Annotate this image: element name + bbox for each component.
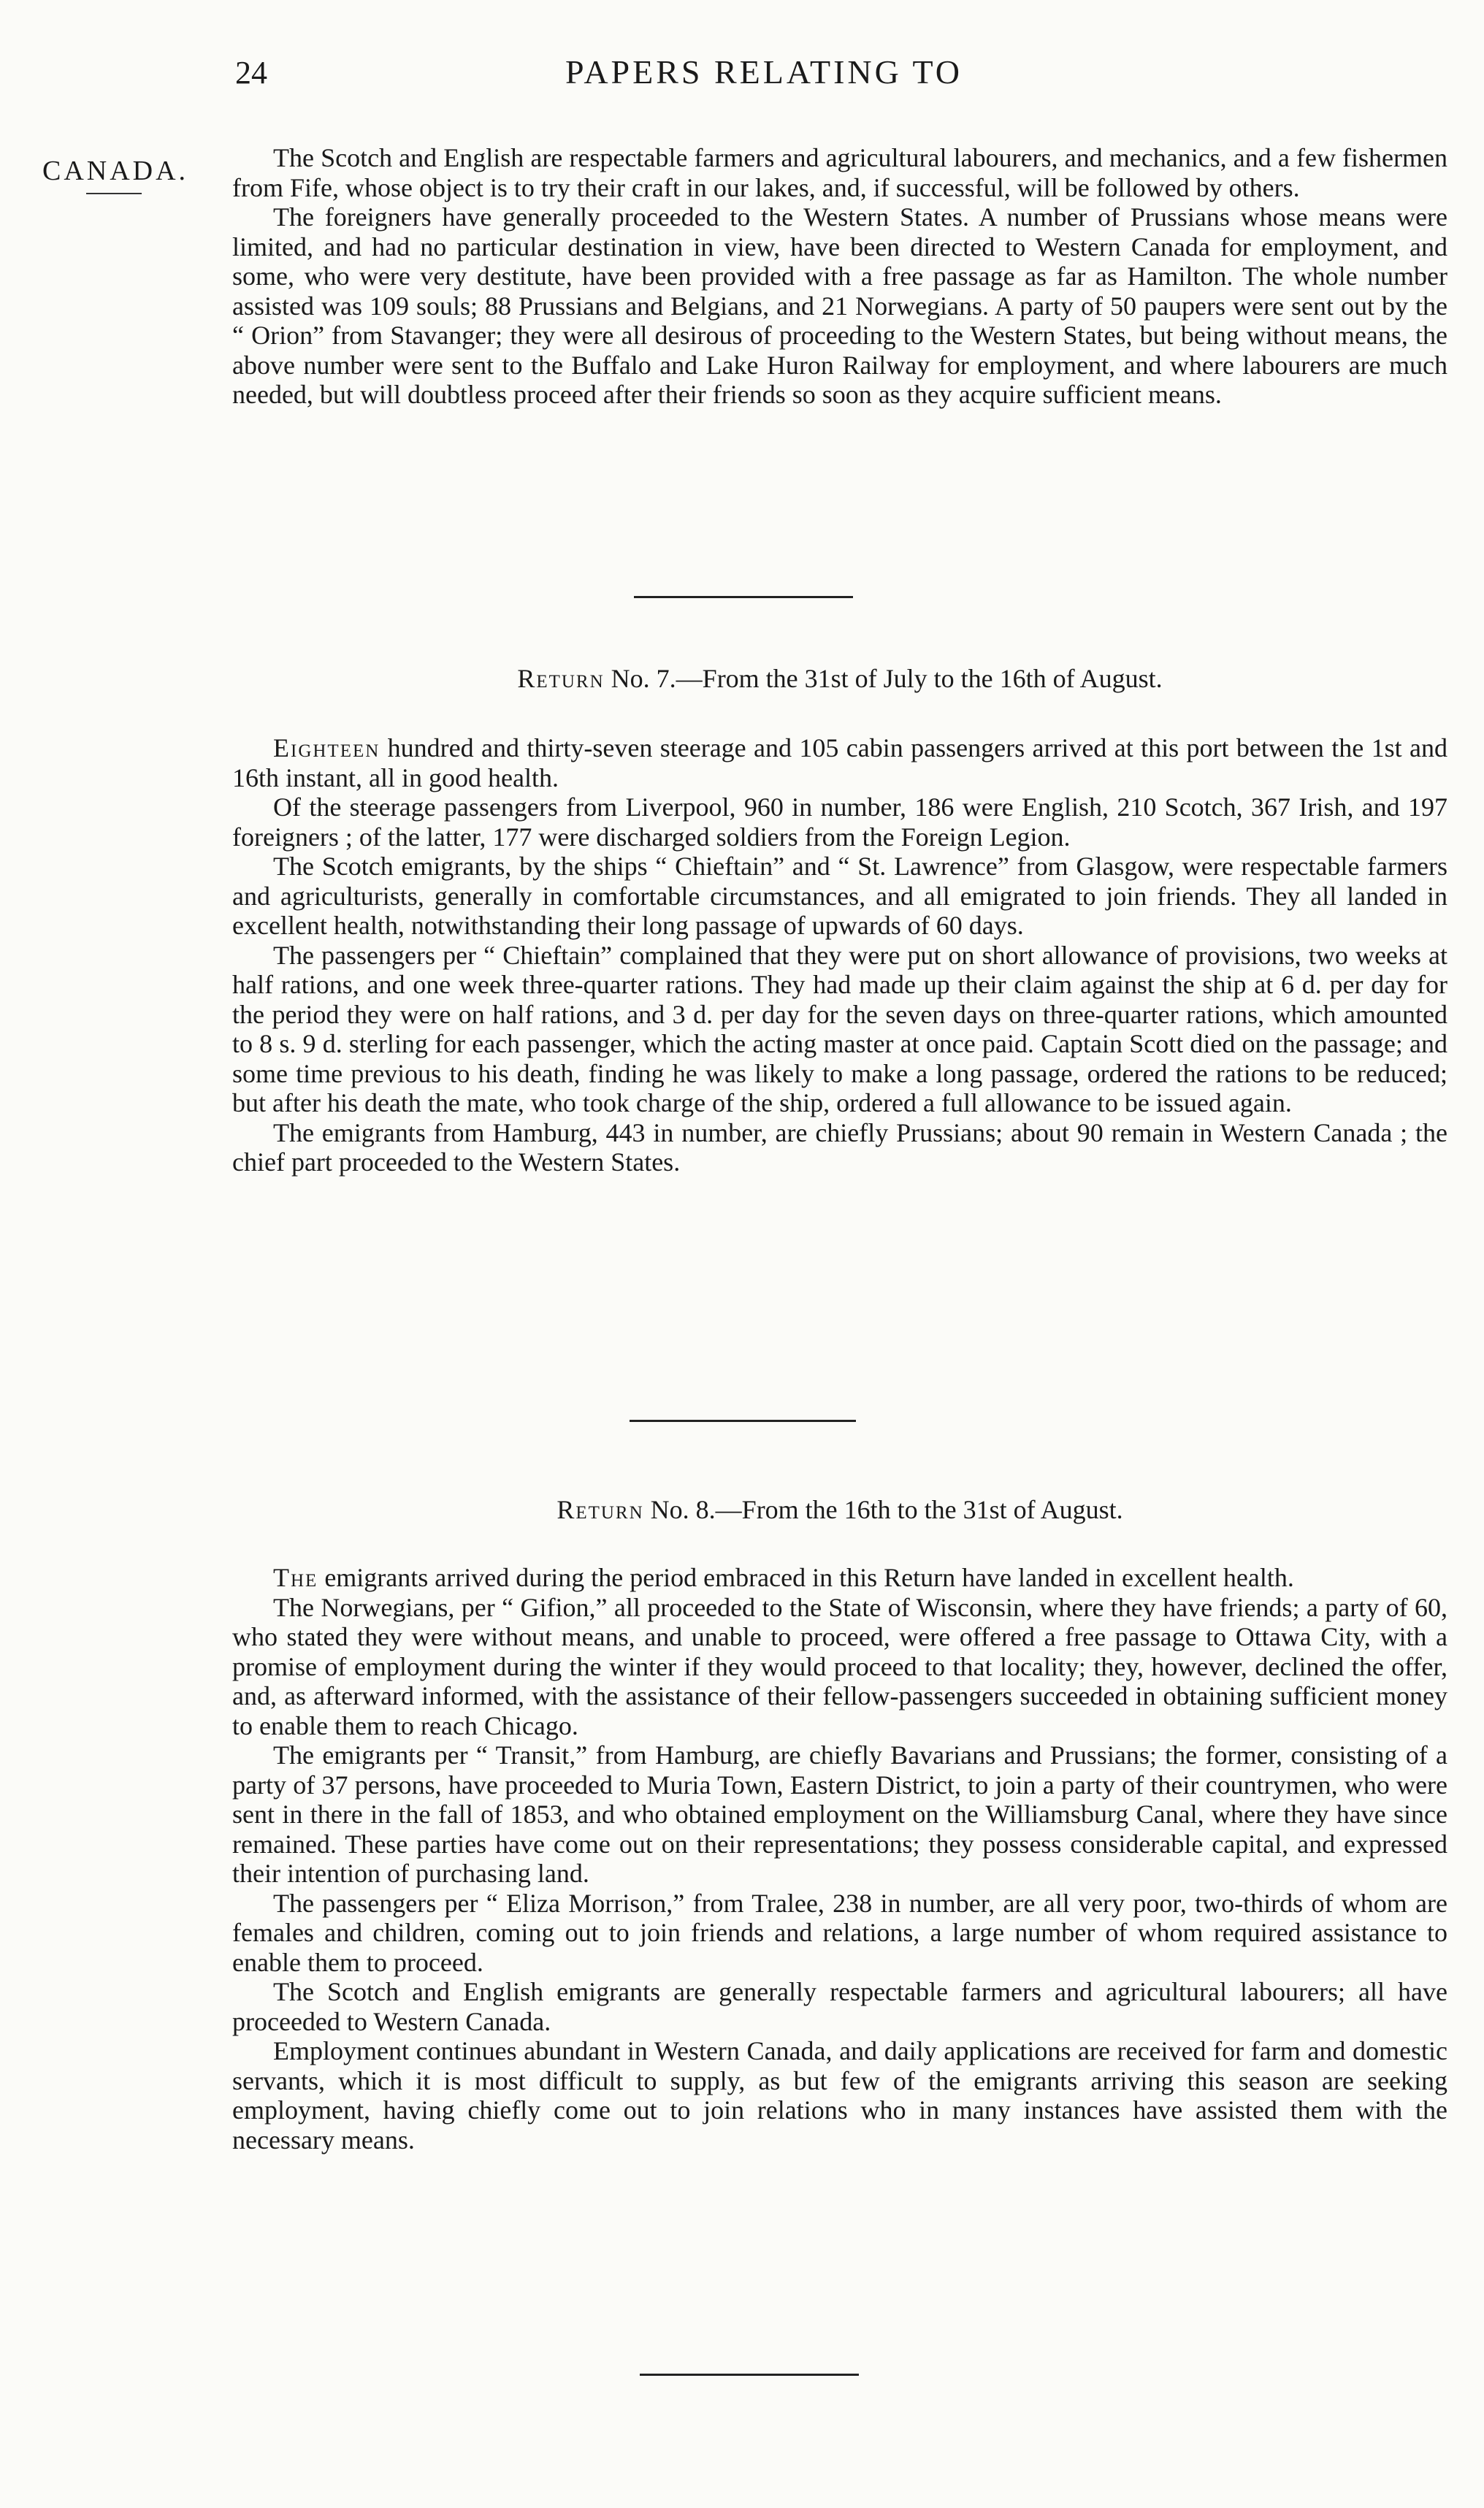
section-divider [634, 596, 853, 598]
heading-text: No. 7.—From the 31st of July to the 16th of August. [604, 664, 1163, 693]
section-divider [640, 2374, 859, 2376]
paragraph: The Scotch and English are respectable farmers and agricultural labourers, and mechanics, and a few fishermen from Fife, whose object is to try their craft in our lakes, and, if successful, will be followed by others. [232, 143, 1447, 202]
return-7-section [232, 733, 1447, 1177]
heading-small-caps: Return [556, 1495, 644, 1524]
lead-word: Eighteen [273, 733, 380, 762]
paragraph [232, 733, 1447, 792]
margin-rule [86, 193, 142, 194]
paragraph: Of the steerage passengers from Liverpool, 960 in number, 186 were English, 210 Scotch, 367 Irish, and 197 foreigners ; of the latter, 177 were discharged soldiers from the Foreign Legion. [232, 792, 1447, 852]
return-7-heading [232, 663, 1447, 694]
paragraph: The emigrants per “ Transit,” from Hamburg, are chiefly Bavarians and Prussians; the former, consisting of a party of 37 persons, have proceeded to Muria Town, Eastern District, to join a party of their countrymen, who were sent in there in the fall of 1853, and who obtained employment on the Williamsburg Canal, where they have since remained. These parties have come out on their representations; they possess considerable capital, and expressed their intention of purchasing land. [232, 1740, 1447, 1888]
intro-section [232, 143, 1447, 410]
heading-text: No. 8.—From the 16th to the 31st of August. [643, 1495, 1123, 1524]
paragraph: The foreigners have generally proceeded to the Western States. A number of Prussians whose means were limited, and had no particular destination in view, have been directed to Western Canada for employment, and some, who were very destitute, have been provided with a free passage as far as Hamilton. The whole number assisted was 109 souls; 88 Prussians and Belgians, and 21 Norwegians. A party of 50 paupers were sent out by the “ Orion” from Stavanger; they were all desirous of proceeding to the Western States, but being without means, the above number were sent to the Buffalo and Lake Huron Railway for employment, and where labourers are much needed, but will doubtless proceed after their friends so soon as they acquire sufficient means. [232, 202, 1447, 409]
paragraph: The Scotch emigrants, by the ships “ Chieftain” and “ St. Lawrence” from Glasgow, were respectable farmers and agriculturists, generally in comfortable circumstances, and all emigrated to join friends. They all landed in excellent health, notwithstanding their long passage of upwards of 60 days. [232, 852, 1447, 940]
paragraph: The passengers per “ Chieftain” complained that they were put on short allowance of provisions, two weeks at half rations, and one week three-quarter rations. They had made up their claim against the ship at 6 d. per day for the period they were on half rations, and 3 d. per day for the seven days on three-quarter rations, which amounted to 8 s. 9 d. sterling for each passenger, which the acting master at once paid. Captain Scott died on the passage; and some time previous to his death, finding he was likely to make a long passage, ordered the rations to be reduced; but after his death the mate, who took charge of the ship, ordered a full allowance to be issued again. [232, 940, 1447, 1117]
return-8-heading [232, 1494, 1447, 1525]
lead-word: The [273, 1563, 318, 1592]
paragraph-text: hundred and thirty-seven steerage and 105 cabin passengers arrived at this port between the 1st and 16th instant, all in good health. [232, 733, 1447, 792]
section-divider [630, 1420, 856, 1422]
paragraph-text: emigrants arrived during the period embraced in this Return have landed in excellent health. [318, 1563, 1294, 1592]
paragraph: The emigrants from Hamburg, 443 in number, are chiefly Prussians; about 90 remain in Western Canada ; the chief part proceeded to the Western States. [232, 1117, 1447, 1177]
return-8-section [232, 1563, 1447, 2155]
paragraph: The passengers per “ Eliza Morrison,” from Tralee, 238 in number, are all very poor, two-thirds of whom are females and children, coming out to join friends and relations, a large number of whom required assistance to enable them to proceed. [232, 1888, 1447, 1977]
paragraph: The Scotch and English emigrants are generally respectable farmers and agricultural labourers; all have proceeded to Western Canada. [232, 1977, 1447, 2036]
paragraph [232, 1563, 1447, 1593]
margin-note: CANADA. [42, 156, 189, 186]
page-number: 24 [235, 55, 267, 91]
running-head: PAPERS RELATING TO [565, 53, 963, 91]
paragraph: The Norwegians, per “ Gifion,” all proceeded to the State of Wisconsin, where they have friends; a party of 60, who stated they were without means, and unable to proceed, were offered a free passage to Ottawa City, with a promise of employment during the winter if they would proceed to that locality; they, however, declined the offer, and, as afterward informed, with the assistance of their fellow-passengers succeeded in obtaining sufficient money to enable them to reach Chicago. [232, 1592, 1447, 1740]
paragraph: Employment continues abundant in Western Canada, and daily applications are received for farm and domestic servants, which it is most difficult to supply, as but few of the emigrants arriving this season are seeking employment, having chiefly come out to join relations who in many instances have assisted them with the necessary means. [232, 2036, 1447, 2155]
heading-small-caps: Return [517, 664, 605, 693]
